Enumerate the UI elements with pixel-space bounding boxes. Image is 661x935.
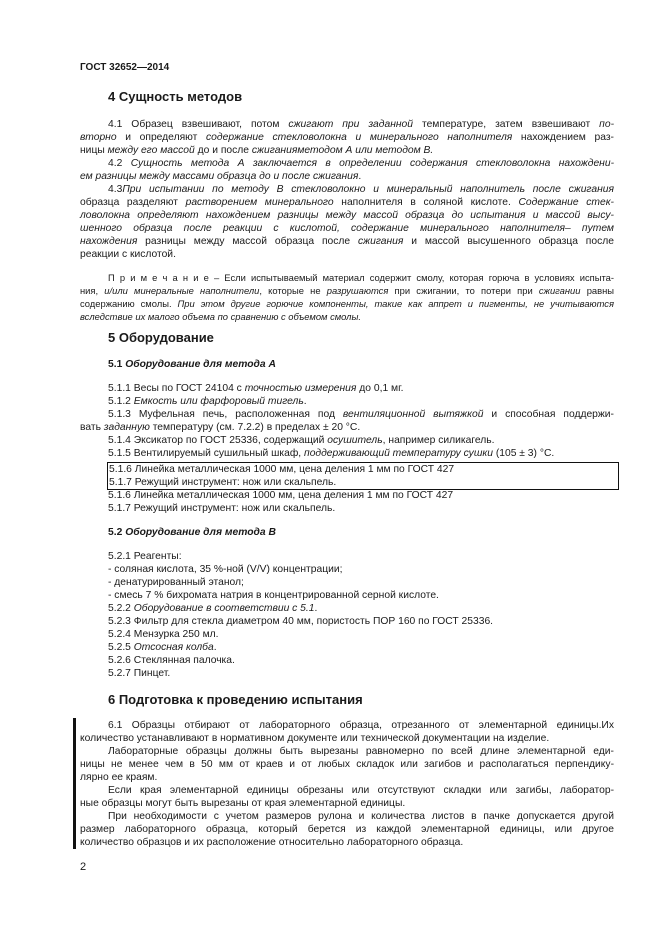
text: 5.2.6 Стеклянная палочка. [108,655,235,666]
text: ные образцы могут быть вырезаны от края элементарной единицы. [80,798,406,809]
text: содержанию смолы. [80,298,178,309]
text-line [80,395,614,408]
italic-text: вентиляционной вытяжкой [342,409,484,420]
text-line [80,382,614,395]
note [80,271,614,323]
italic-text: растворением минерального [185,197,334,208]
text: 5.1.5 Вентилируемый сушильный шкаф, [108,448,305,459]
text: 5.1.6 Линейка металлическая 1000 мм, цена деления 1 мм по ГОСТ 427 [108,490,454,501]
text: наполнителя в соляной кислоте. [333,197,519,208]
text: температуру (см. 7.2.2) в пределах ± 20 °С. [149,422,361,433]
text-line [108,463,618,476]
text: и способная поддержи- [483,409,614,420]
italic-text: по- [599,119,614,130]
text: при сжигании, то потери при [388,285,539,296]
italic-text: осушитель [327,435,383,446]
text-line [80,144,614,157]
text: до и после [194,145,252,156]
highlight-box [107,462,619,490]
text-line [80,447,614,460]
list-5-1-continued [80,489,614,515]
text-line [80,745,614,758]
text: количество устанавливают в нормативном документе или технической документации на изделие. [80,733,550,744]
text: - денатурированный этанол; [108,577,244,588]
text: При необходимости с учетом размеров рулона и количества листов в пачке допускается другой [108,811,614,822]
italic-text: сжиганияметодом А или методом В. [251,145,434,156]
document-header: ГОСТ 32652—2014 [80,62,170,73]
italic-text: шенного образца после реакции с кислотой, содержание минерального наполнителя– путем [80,223,614,234]
italic-text: вторно [80,132,117,143]
text-line [108,667,642,680]
section-number: 5.1 [108,359,126,370]
text: 5.1.7 Режущий инструмент: нож или скальпель. [109,477,337,488]
text-line [80,209,614,222]
text-line [80,810,614,823]
text-line [80,823,614,836]
section-name: Оборудование для метода В [125,527,276,538]
text: 5.1.1 Весы по ГОСТ 24104 с [108,383,245,394]
text: лярно ее краям. [80,772,158,783]
text: температуре, затем взвешивают [412,119,600,130]
text: 5.2.3 Фильтр для стекла диаметром 40 мм, пористость ПОР 160 по ГОСТ 25336. [108,616,494,627]
text: нахождением раз- [512,132,614,143]
text: 5.1.3 Муфельная печь, расположенная под [108,409,343,420]
text: образца разделяют [80,197,186,208]
italic-text: ем разницы между массами образца до и после сжигания [80,171,359,182]
italic-text: сжигании [538,285,581,296]
text-line [108,602,642,615]
italic-text: Отсосная колба [133,642,214,653]
text-line [80,118,614,131]
italic-text: Содержание стек- [518,197,614,208]
text: 5.2.7 Пинцет. [108,668,171,679]
text-line [108,628,642,641]
text: ния, [80,285,105,296]
text-line [80,248,614,261]
section-6-body [80,719,614,849]
section-4-title: 4 Сущность методов [108,89,243,104]
text: (105 ± 3) °С. [492,448,555,459]
italic-text: сжигания [357,236,404,247]
section-6-title: 6 Подготовка к проведению испытания [108,692,363,707]
text: 5.1.2 [108,396,134,407]
text-line [80,421,614,434]
text-line [80,732,614,745]
italic-text: поддерживающий температуру сушки [304,448,493,459]
list-5-1 [80,382,614,460]
section-5-2-title [80,527,642,538]
text-line [108,654,642,667]
italic-text: При испытании по методу В стекловолокно и минеральный наполнитель после сжигания [122,184,614,195]
text: Если края элементарной единицы обрезаны или отсутствуют складки или загибы, лаборатор- [108,785,614,796]
section-5-1-title [80,359,642,370]
text: . [303,396,307,407]
text-line [80,196,614,209]
text-line [80,784,614,797]
section-5-title: 5 Оборудование [108,330,214,345]
text: разницы между массой образца после [137,236,358,247]
text: 5.1.7 Режущий инструмент: нож или скальпель. [108,503,336,514]
italic-text: сжигают при заданной [288,119,413,130]
text-line [108,476,618,489]
text-line [80,758,614,771]
text-line [80,183,614,196]
text: П р и м е ч а н и е – Если испытываемый материал содержит смолу, которая горюча в условиях испыта- [108,272,614,283]
text: 4.1 Образец взвешивают, потом [108,119,289,130]
text: , которые не [259,285,327,296]
text-line [108,550,642,563]
text: количество образцов и их расположение относительно лабораторного образца. [80,837,464,848]
text-line [80,157,614,170]
text: 5.2.5 [108,642,134,653]
text-line [80,489,614,502]
text: . [213,642,217,653]
text: равны [580,285,615,296]
text: 4.3 [108,184,123,195]
text-line [108,576,642,589]
text: ницы не менее чем в 50 мм от краев и от любых складок или загибов и располагаться перпендику- [80,759,614,770]
text: , например силикагель. [382,435,495,446]
text-line [108,563,642,576]
text: . [358,171,362,182]
page-number: 2 [80,861,87,873]
text-line [108,615,642,628]
change-bar [73,718,76,849]
text-line [80,271,614,284]
italic-text: содержание стекловолокна и минерального наполнителя [206,132,513,143]
italic-text: точностью измерения [244,383,357,394]
text: 5.1.6 Линейка металлическая 1000 мм, цена деления 1 мм по ГОСТ 427 [109,464,455,475]
italic-text: вследствие их малого объема по сравнению с объемом смолы. [80,311,361,322]
italic-text: нахождения [80,236,138,247]
section-4-body [80,118,614,261]
italic-text: заданную [103,422,150,433]
text-line [80,222,614,235]
text-line [80,131,614,144]
text-line [80,797,614,810]
text-line [80,434,614,447]
text-line [80,719,614,732]
text-line [108,641,642,654]
text: 5.2.4 Мензурка 250 мл. [108,629,219,640]
text: реакции с кислотой. [80,249,176,260]
section-number: 5.2 [108,527,126,538]
section-name: Оборудование для метода А [125,359,276,370]
italic-text: Емкость или фарфоровый тигель [133,396,304,407]
italic-text: Сущность метода А заключается в определении содержания стекловолокна нахождени- [130,158,614,169]
text-line [80,235,614,248]
text-line [80,170,614,183]
text-line [80,502,614,515]
text-line [80,284,614,297]
text-line [80,771,614,784]
text-line [108,589,642,602]
text: Лабораторные образцы должны быть вырезаны равномерно по всей длине элементарной еди- [108,746,614,757]
text: и определяют [116,132,207,143]
text-line [80,408,614,421]
text-line [80,297,614,310]
italic-text: При этом другие горючие компоненты, такие как аппрет и пигменты, не учитываются [177,298,615,309]
list-5-2 [108,550,642,680]
text: до 0,1 мг. [356,383,404,394]
text: 5.1.4 Эксикатор по ГОСТ 25336, содержащий [108,435,328,446]
text: вать [80,422,104,433]
text: - смесь 7 % бихромата натрия в концентрированной серной кислоте. [108,590,439,601]
text: 5.2.2 [108,603,134,614]
text: ницы [80,145,108,156]
text: 6.1 Образцы отбирают от лабораторного образца, отрезанного от элементарной единицы.Их [108,720,614,731]
italic-text: Оборудование в соответствии с 5.1 [133,603,315,614]
italic-text: между его массой [107,145,195,156]
text-line [80,836,614,849]
text: 4.2 [108,158,131,169]
text: - соляная кислота, 35 %-ной (V/V) концентрации; [108,564,343,575]
text: 5.2.1 Реагенты: [108,551,182,562]
text: . [314,603,318,614]
text: размер лабораторного образца, который берется из каждой элементарной единицы, или другое [80,824,614,835]
italic-text: и/или минеральные наполнители [104,285,260,296]
italic-text: ловолокна определяют нахождением разницы между массой образца до испытания и массой высу- [80,210,614,221]
text-line [80,310,614,323]
text: и массой высушенного образца после [403,236,614,247]
italic-text: разрушаются [326,285,389,296]
